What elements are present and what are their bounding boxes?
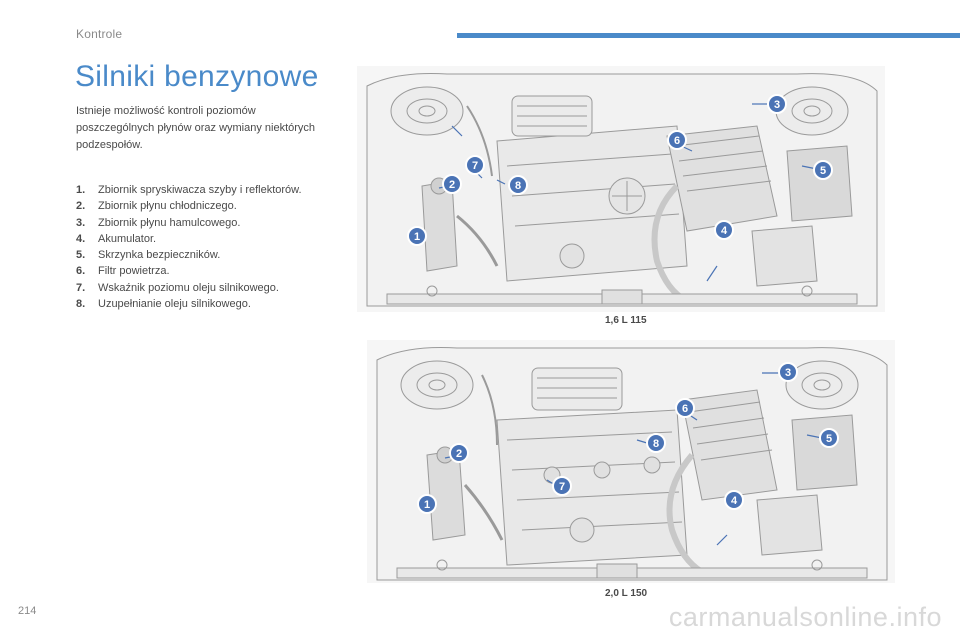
legend-item (76, 296, 356, 312)
svg-text:5: 5 (825, 433, 833, 445)
marker-6 (668, 131, 686, 149)
engine-illustration-2-0 (367, 340, 895, 583)
legend-number: 2. (76, 200, 86, 213)
svg-text:8: 8 (652, 438, 660, 450)
svg-text:2: 2 (448, 179, 456, 191)
marker-2 (443, 175, 461, 193)
legend-number: 6. (76, 265, 86, 278)
svg-text:8: 8 (514, 180, 522, 192)
svg-text:5: 5 (819, 165, 827, 177)
marker-8 (647, 434, 665, 452)
svg-text:4: 4 (720, 225, 728, 237)
marker-3 (768, 95, 786, 113)
marker-5 (820, 429, 838, 447)
intro-paragraph: Istnieje możliwość kontroli poziomów poszczególnych płynów oraz wymiany niektórych podzespołów. (76, 105, 316, 151)
legend-text: Zbiornik płynu hamulcowego. (98, 216, 241, 229)
legend-number: 8. (76, 298, 86, 311)
marker-7 (553, 477, 571, 495)
marker-8 (509, 176, 527, 194)
legend-number: 5. (76, 249, 86, 262)
svg-text:3: 3 (773, 99, 781, 111)
svg-text:7: 7 (471, 160, 479, 172)
svg-text:6: 6 (681, 403, 689, 415)
legend-item (76, 198, 356, 214)
legend-text: Uzupełnianie oleju silnikowego. (98, 298, 251, 311)
figure-caption-bottom: 2,0 L 150 (605, 588, 648, 599)
legend-text: Akumulator. (98, 232, 157, 245)
legend-item (76, 182, 356, 198)
marker-1 (408, 227, 426, 245)
marker-6 (676, 399, 694, 417)
page-title: Silniki benzynowe (75, 60, 319, 93)
svg-text:6: 6 (673, 135, 681, 147)
legend-item (76, 215, 356, 231)
legend-number: 7. (76, 281, 86, 294)
legend-item (76, 231, 356, 247)
engine-bay-drawing (357, 66, 885, 312)
marker-1 (418, 495, 436, 513)
marker-4 (715, 221, 733, 239)
legend-item (76, 263, 356, 279)
svg-text:7: 7 (558, 481, 566, 493)
marker-3 (779, 363, 797, 381)
legend-text: Filtr powietrza. (98, 265, 170, 278)
svg-text:1: 1 (413, 231, 421, 243)
marker-5 (814, 161, 832, 179)
figure-caption-top: 1,6 L 115 (605, 315, 647, 326)
marker-2 (450, 444, 468, 462)
watermark: carmanualsonline.info (668, 602, 942, 632)
legend-number: 3. (76, 216, 86, 229)
header-accent-bar (457, 33, 960, 38)
marker-7 (466, 156, 484, 174)
legend-item (76, 280, 356, 296)
engine-illustration-1-6 (357, 66, 885, 312)
page-number: 214 (18, 605, 37, 617)
legend-text: Zbiornik spryskiwacza szyby i reflektorów. (98, 184, 302, 196)
legend-text: Skrzynka bezpieczników. (98, 249, 221, 262)
section-label: Kontrole (76, 27, 123, 41)
marker-4 (725, 491, 743, 509)
svg-text:3: 3 (784, 367, 792, 379)
legend-text: Wskaźnik poziomu oleju silnikowego. (98, 281, 279, 294)
component-legend (76, 182, 356, 312)
legend-item (76, 247, 356, 263)
svg-text:1: 1 (423, 499, 431, 511)
svg-text:2: 2 (455, 448, 463, 460)
legend-number: 1. (76, 184, 86, 196)
svg-text:4: 4 (730, 495, 738, 507)
legend-text: Zbiornik płynu chłodniczego. (98, 200, 237, 213)
legend-number: 4. (76, 232, 86, 245)
engine-bay-drawing (367, 340, 895, 583)
